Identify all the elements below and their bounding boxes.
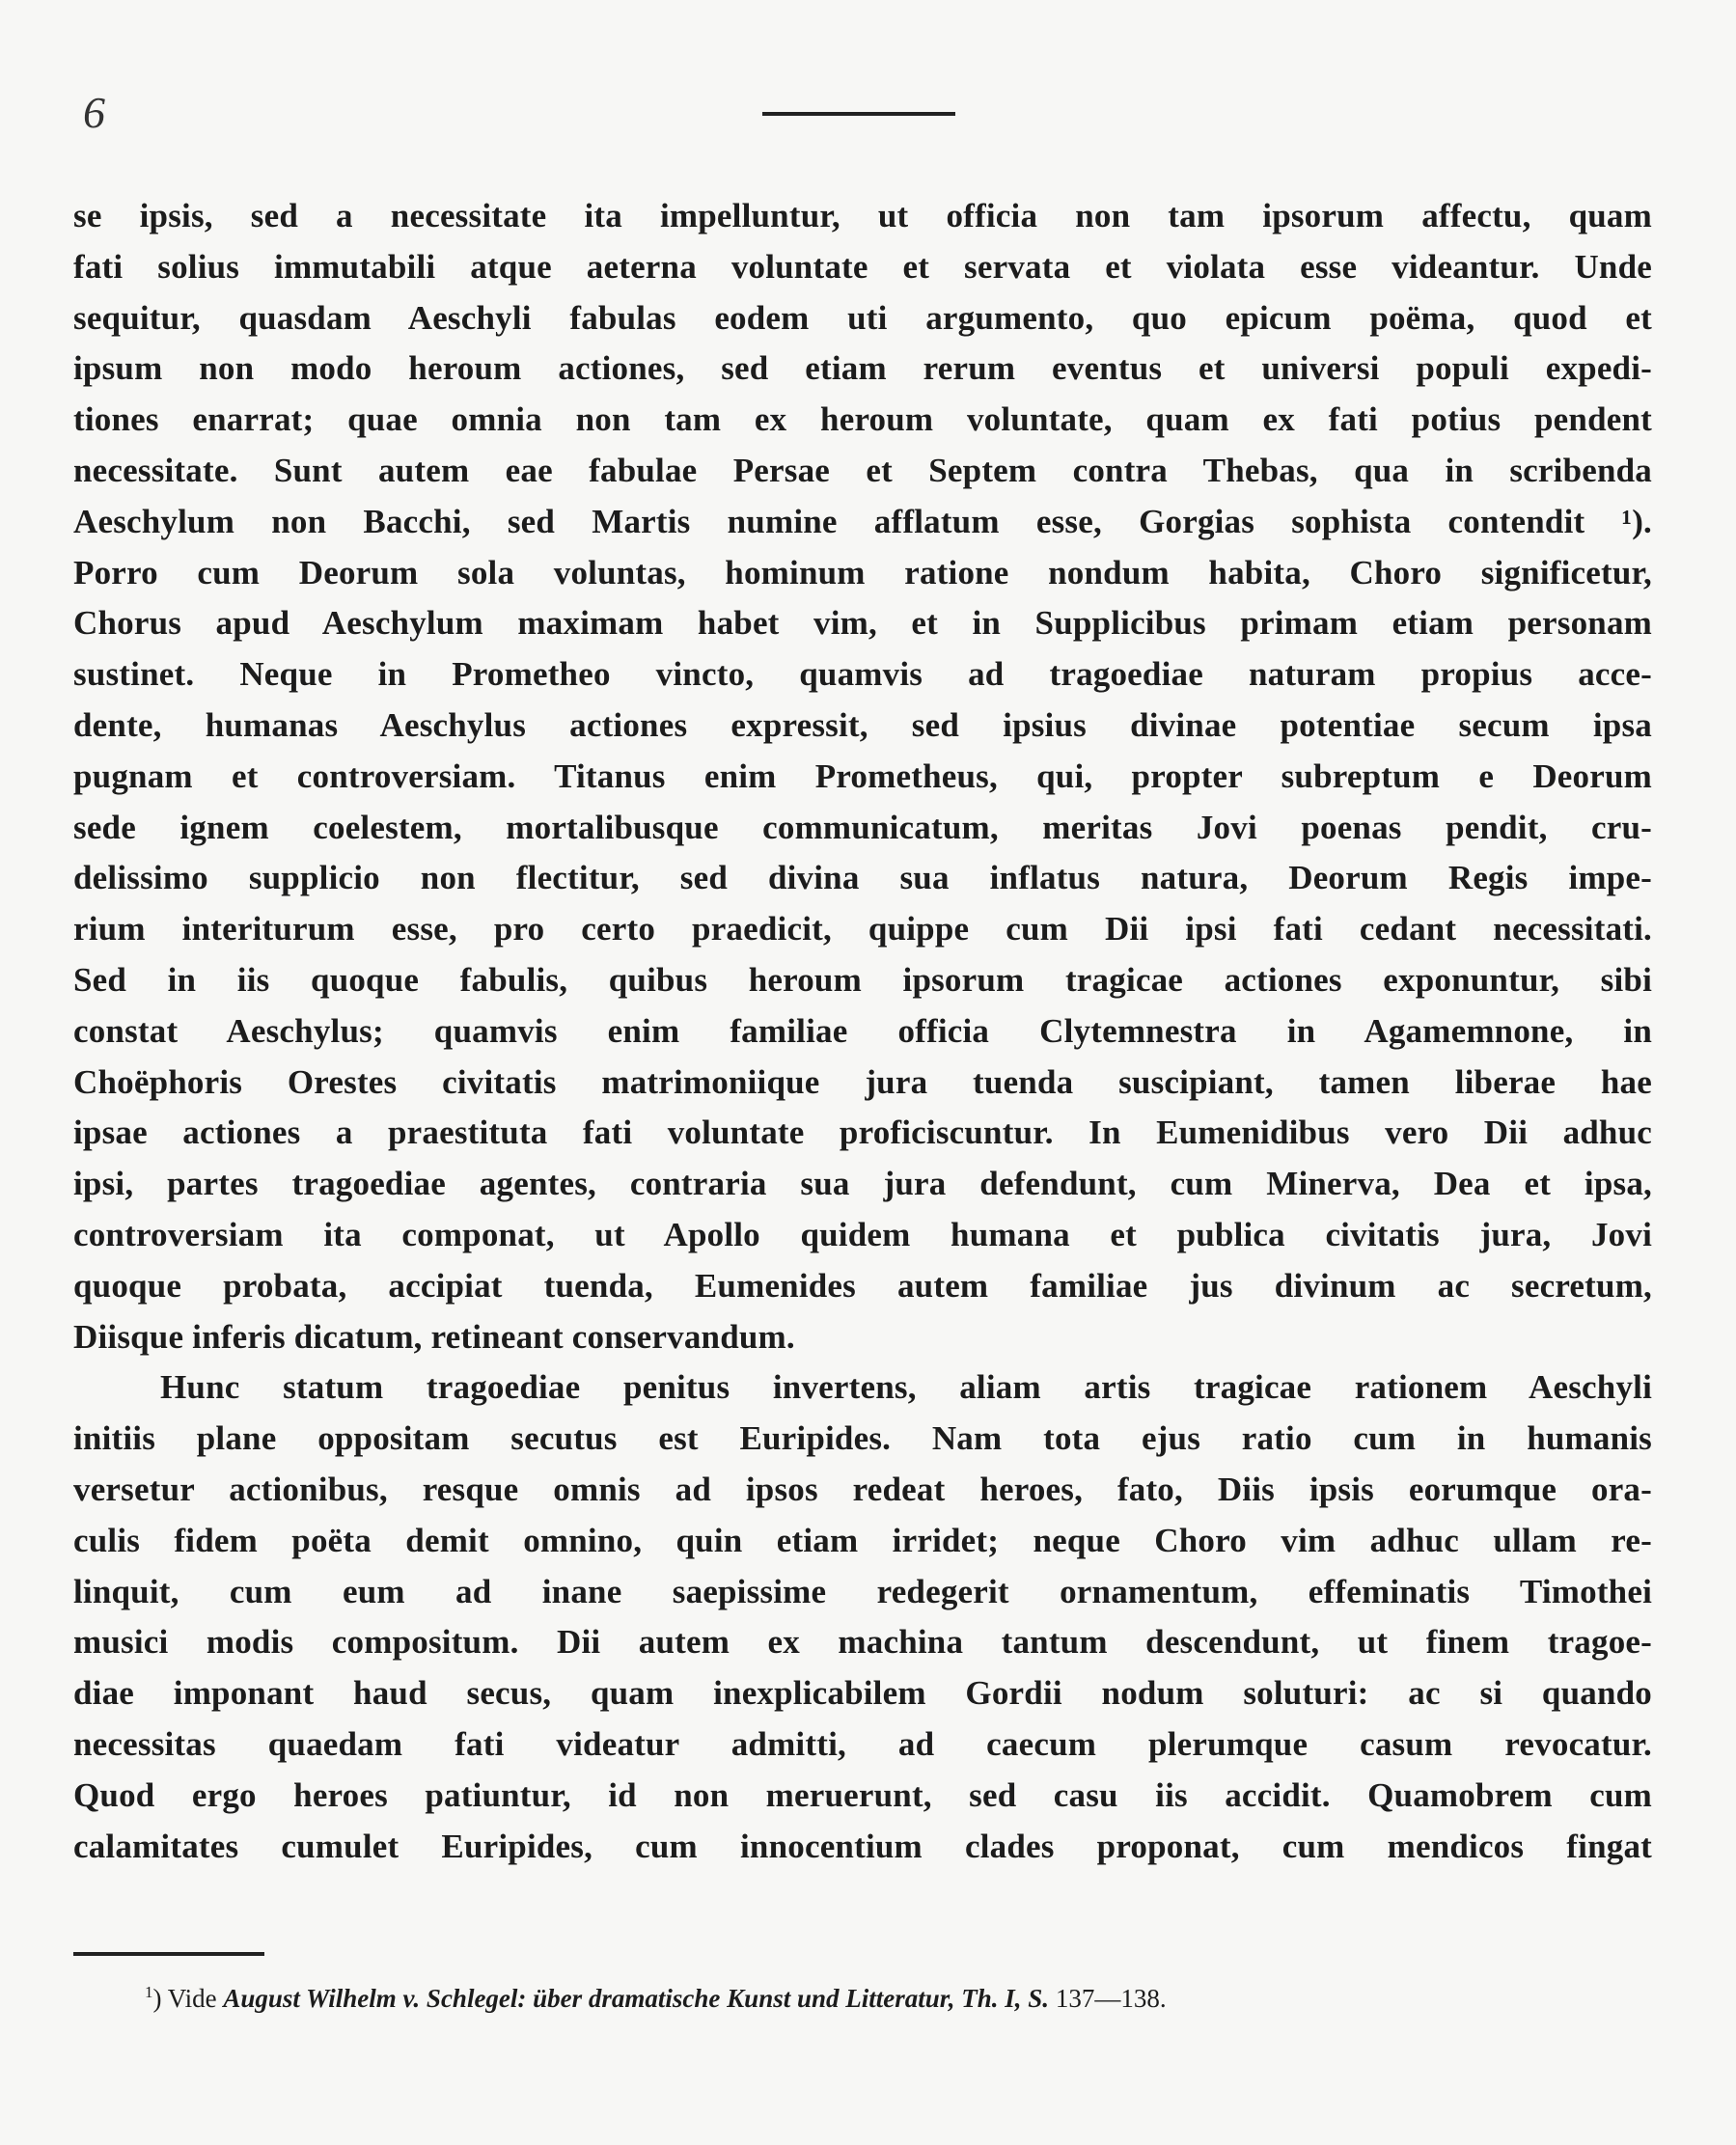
- footnote: [145, 1983, 1167, 2014]
- text-line: linquit, cum eum ad inane saepissime redegerit ornamentum, effeminatis Timothei: [73, 1572, 1652, 1610]
- text-line: sequitur, quasdam Aeschyli fabulas eodem uti argumento, quo epicum poëma, quod et: [73, 298, 1652, 337]
- text-line: delissimo supplicio non flectitur, sed divina sua inflatus natura, Deorum Regis impe-: [73, 859, 1652, 897]
- text-line: rium interiturum esse, pro certo praedicit, quippe cum Dii ipsi fati cedant necessitati.: [73, 910, 1652, 949]
- page-number: 6: [83, 88, 105, 137]
- text-line: culis fidem poëta demit omnino, quin etiam irridet; neque Choro vim adhuc ullam re-: [73, 1521, 1652, 1559]
- text-line: se ipsis, sed a necessitate ita impelluntur, ut officia non tam ipsorum affectu, quam: [73, 197, 1652, 234]
- text-line: calamitates cumulet Euripides, cum innocentium clades proponat, cum mendicos fingat: [73, 1827, 1652, 1865]
- text-line: Porro cum Deorum sola voluntas, hominum ratione nondum habita, Choro significetur,: [73, 553, 1652, 591]
- text-line: versetur actionibus, resque omnis ad ipsos redeat heroes, fato, Diis ipsis eorumque ora-: [73, 1470, 1652, 1508]
- text-line: pugnam et controversiam. Titanus enim Prometheus, qui, propter subreptum e Deorum: [73, 756, 1652, 795]
- text-line: initiis plane oppositam secutus est Euripides. Nam tota ejus ratio cum in humanis: [73, 1419, 1652, 1458]
- text-line: Aeschylum non Bacchi, sed Martis numine afflatum esse, Gorgias sophista contendit ¹).: [73, 502, 1652, 540]
- text-line: constat Aeschylus; quamvis enim familiae officia Clytemnestra in Agamemnone, in: [73, 1011, 1652, 1050]
- text-line: ipsum non modo heroum actiones, sed etiam rerum eventus et universi populi expedi-: [73, 349, 1652, 388]
- text-line: Quod ergo heroes patiuntur, id non meruerunt, sed casu iis accidit. Quamobrem cum: [73, 1775, 1652, 1814]
- header-rule: [762, 112, 955, 116]
- text-line: sustinet. Neque in Prometheo vincto, quamvis ad tragoediae naturam propius acce-: [73, 655, 1652, 694]
- text-line: diae imponant haud secus, quam inexplicabilem Gordii nodum soluturi: ac si quando: [73, 1674, 1652, 1713]
- paragraph-start-line: Hunc statum tragoediae penitus invertens, aliam artis tragicae rationem Aeschyli: [160, 1368, 1652, 1407]
- text-line: necessitas quaedam fati videatur admitti, ad caecum plerumque casum revocatur.: [73, 1724, 1652, 1763]
- text-line: ipsi, partes tragoediae agentes, contraria sua jura defendunt, cum Minerva, Dea et ipsa,: [73, 1165, 1652, 1203]
- footnote-citation: August Wilhelm v. Schlegel: über dramatische Kunst und Litteratur, Th. I, S.: [223, 1984, 1050, 2013]
- text-line: musici modis compositum. Dii autem ex machina tantum descendunt, ut finem tragoe-: [73, 1623, 1652, 1662]
- text-line: dente, humanas Aeschylus actiones expressit, sed ipsius divinae potentiae secum ipsa: [73, 705, 1652, 744]
- text-line: necessitate. Sunt autem eae fabulae Persae et Septem contra Thebas, qua in scribenda: [73, 451, 1652, 489]
- footnote-pages: 137—138.: [1049, 1984, 1167, 2013]
- text-line: ipsae actiones a praestituta fati voluntate proficiscuntur. In Eumenidibus vero Dii adhuc: [73, 1114, 1652, 1152]
- text-line: Sed in iis quoque fabulis, quibus heroum ipsorum tragicae actiones exponuntur, sibi: [73, 960, 1652, 999]
- text-line: Chorus apud Aeschylum maximam habet vim, et in Supplicibus primam etiam personam: [73, 604, 1652, 643]
- footnote-prefix: ) Vide: [152, 1984, 224, 2013]
- text-line: quoque probata, accipiat tuenda, Eumenides autem familiae jus divinum ac secretum,: [73, 1266, 1652, 1305]
- body-text: [73, 191, 1652, 1872]
- paragraph-end-line: Diisque inferis dicatum, retineant conservandum.: [73, 1317, 795, 1356]
- footnote-mark: 1: [145, 1983, 153, 2001]
- text-line: controversiam ita componat, ut Apollo quidem humana et publica civitatis jura, Jovi: [73, 1215, 1652, 1253]
- text-line: Choëphoris Orestes civitatis matrimoniique jura tuenda suscipiant, tamen liberae hae: [73, 1062, 1652, 1101]
- footnote-rule: [73, 1952, 264, 1956]
- text-line: fati solius immutabili atque aeterna voluntate et servata et violata esse videantur. Unde: [73, 247, 1652, 286]
- text-line: sede ignem coelestem, mortalibusque communicatum, meritas Jovi poenas pendit, cru-: [73, 808, 1652, 846]
- text-line: tiones enarrat; quae omnia non tam ex heroum voluntate, quam ex fati potius pendent: [73, 400, 1652, 439]
